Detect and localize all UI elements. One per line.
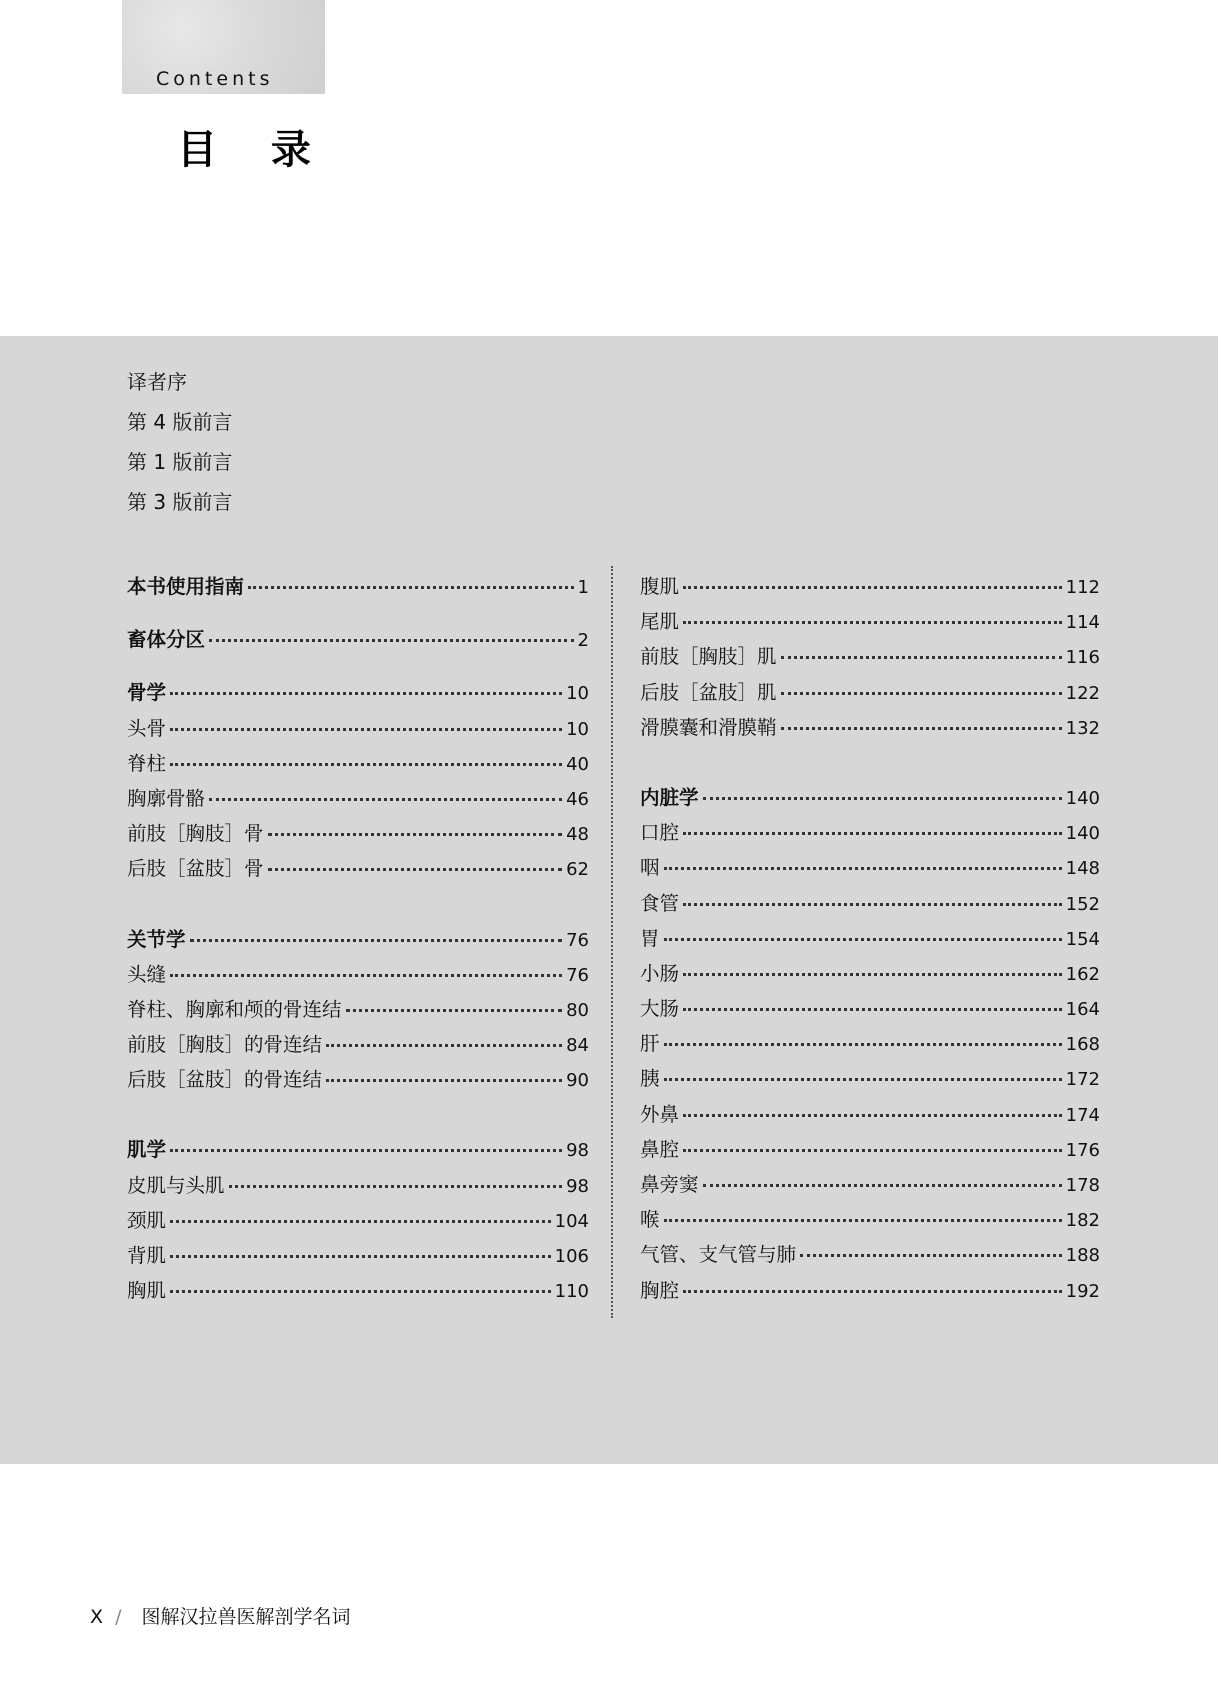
toc-page-number: 172: [1065, 1069, 1100, 1091]
dot-leader: [683, 955, 1062, 976]
toc-page-number: 192: [1065, 1280, 1100, 1302]
dot-leader: [683, 991, 1062, 1012]
toc-entry-title: 肌学: [127, 1138, 167, 1162]
dot-leader: [268, 851, 563, 872]
toc-page-number: 140: [1065, 787, 1100, 809]
dot-leader: [170, 1237, 551, 1258]
toc-page-number: 174: [1065, 1104, 1100, 1126]
toc-page-number: 62: [566, 859, 589, 881]
toc-entry-title: 头骨: [127, 716, 167, 740]
toc-section-heading[interactable]: [127, 624, 589, 659]
toc-page-number: 104: [554, 1210, 589, 1232]
toc-page-number: 148: [1065, 858, 1100, 880]
toc-entry-title: 胰: [640, 1067, 660, 1091]
toc-entry-title: 滑膜囊和滑膜鞘: [640, 715, 777, 739]
toc-entry-title: 关节学: [127, 927, 186, 951]
dot-leader: [209, 622, 574, 643]
page-title: 目 录: [177, 127, 331, 173]
toc-page-number: 116: [1065, 647, 1100, 669]
toc-page-number: 84: [566, 1035, 589, 1057]
toc-list-left: [127, 571, 589, 1310]
toc-entry[interactable]: [640, 1275, 1100, 1310]
dot-leader: [190, 921, 563, 942]
toc-entry[interactable]: [640, 1028, 1100, 1063]
contents-tab: [122, 0, 325, 94]
dot-leader: [170, 956, 562, 977]
preface-item[interactable]: 第 4 版前言: [127, 410, 233, 434]
toc-page-number: 98: [566, 1175, 589, 1197]
toc-entry-title: 皮肌与头肌: [127, 1173, 225, 1197]
dot-leader: [209, 780, 562, 801]
toc-entry-title: 脊柱、胸廓和颅的骨连结: [127, 997, 342, 1021]
toc-page-number: 122: [1065, 682, 1100, 704]
toc-left-column: [127, 571, 589, 1310]
toc-spacer: [127, 1099, 589, 1134]
toc-entry[interactable]: [127, 959, 589, 994]
footer-separator: /: [115, 1606, 122, 1628]
toc-entry[interactable]: [640, 1099, 1100, 1134]
toc-entry-title: 前肢［胸肢］的骨连结: [127, 1033, 323, 1057]
dot-leader: [248, 568, 574, 589]
toc-entry-title: 喉: [640, 1208, 660, 1232]
toc-entry[interactable]: [127, 1029, 589, 1064]
toc-entry-title: 鼻旁窦: [640, 1173, 699, 1196]
dot-leader: [683, 568, 1062, 589]
dot-leader: [326, 1062, 562, 1083]
toc-entry[interactable]: [640, 571, 1100, 606]
toc-entry-title: 后肢［盆肢］骨: [127, 857, 264, 881]
contents-label: Contents: [156, 68, 274, 90]
dot-leader: [703, 1166, 1062, 1187]
toc-entry-title: 肝: [640, 1032, 660, 1056]
dot-leader: [664, 920, 1062, 941]
dot-leader: [683, 815, 1062, 836]
toc-entry[interactable]: [127, 1240, 589, 1275]
preface-list: [127, 362, 232, 522]
toc-page-number: 90: [566, 1070, 589, 1092]
dot-leader: [664, 1026, 1062, 1047]
toc-entry-title: 后肢［盆肢］的骨连结: [127, 1068, 323, 1092]
dot-leader: [683, 885, 1062, 906]
toc-entry[interactable]: [640, 606, 1100, 641]
column-divider: [611, 566, 613, 1318]
toc-page-number: 112: [1065, 577, 1100, 598]
toc-entry[interactable]: [640, 923, 1100, 958]
toc-page-number: 178: [1065, 1175, 1100, 1196]
toc-page-number: 162: [1065, 963, 1100, 985]
toc-page-number: 48: [566, 824, 589, 846]
toc-page-number: 76: [566, 964, 589, 986]
toc-entry-title: 胃: [640, 926, 660, 950]
dot-leader: [683, 1131, 1062, 1152]
toc-entry[interactable]: [127, 1275, 589, 1310]
toc-spacer: [640, 747, 1100, 782]
toc-entry-title: 胸腔: [640, 1278, 680, 1302]
dot-leader: [229, 1167, 563, 1188]
dot-leader: [326, 1027, 562, 1048]
toc-entry-title: 气管、支气管与肺: [640, 1243, 797, 1267]
toc-page-number: 114: [1065, 612, 1100, 634]
dot-leader: [170, 745, 562, 766]
toc-entry-title: 头缝: [127, 962, 167, 986]
toc-page-number: 140: [1065, 823, 1100, 845]
dot-leader: [703, 779, 1062, 800]
toc-entry[interactable]: [127, 748, 589, 783]
toc-section-heading[interactable]: [127, 1134, 589, 1169]
toc-entry-title: 后肢［盆肢］肌: [640, 680, 777, 704]
dot-leader: [268, 816, 563, 837]
toc-page-number: 10: [566, 683, 589, 705]
dot-leader: [664, 850, 1062, 871]
book-title: 图解汉拉兽医解剖学名词: [141, 1606, 351, 1628]
toc-entry-title: 胸肌: [127, 1279, 167, 1303]
dot-leader: [170, 710, 562, 731]
dot-leader: [170, 1273, 551, 1294]
toc-entry-title: 内脏学: [640, 785, 699, 809]
toc-page-number: 168: [1065, 1034, 1100, 1056]
dot-leader: [683, 604, 1062, 625]
toc-page-number: 98: [566, 1140, 589, 1162]
preface-item[interactable]: 第 3 版前言: [127, 490, 233, 514]
toc-page-number: 40: [566, 753, 589, 775]
dot-leader: [664, 1202, 1062, 1223]
toc-entry-title: 鼻腔: [640, 1137, 680, 1161]
dot-leader: [683, 1096, 1062, 1117]
toc-list-right: [640, 571, 1100, 1310]
dot-leader: [664, 1061, 1062, 1082]
toc-page-number: 164: [1065, 999, 1100, 1021]
dot-leader: [800, 1237, 1062, 1258]
toc-entry[interactable]: [640, 888, 1100, 923]
preface-item[interactable]: 译者序: [127, 370, 187, 394]
toc-page-number: 1: [577, 577, 589, 598]
toc-entry[interactable]: [640, 958, 1100, 993]
toc-page-number: 152: [1065, 893, 1100, 915]
toc-entry[interactable]: [640, 817, 1100, 852]
toc-entry-title: 小肠: [640, 961, 680, 985]
toc-entry[interactable]: [127, 1064, 589, 1099]
toc-page-number: 80: [566, 999, 589, 1021]
toc-entry-title: 脊柱: [127, 751, 167, 775]
toc-section-heading[interactable]: [640, 782, 1100, 817]
dot-leader: [781, 639, 1062, 660]
toc-entry-title: 口腔: [640, 821, 680, 845]
toc-entry-title: 大肠: [640, 997, 680, 1021]
toc-entry[interactable]: [640, 641, 1100, 676]
toc-entry[interactable]: [127, 713, 589, 748]
toc-entry[interactable]: [640, 1169, 1100, 1204]
toc-right-column: [640, 571, 1100, 1310]
toc-entry[interactable]: [640, 677, 1100, 712]
toc-spacer: [127, 889, 589, 924]
page-number: X: [90, 1606, 104, 1628]
dot-leader: [346, 991, 563, 1012]
toc-entry[interactable]: [640, 1134, 1100, 1169]
toc-entry-title: 食管: [640, 891, 680, 915]
toc-entry-title: 腹肌: [640, 575, 680, 598]
toc-entry[interactable]: [640, 852, 1100, 887]
toc-page-number: 132: [1065, 717, 1100, 739]
toc-entry[interactable]: [640, 1204, 1100, 1239]
toc-entry-title: 畜体分区: [127, 628, 206, 652]
page-footer: [90, 1602, 351, 1629]
toc-entry-title: 外鼻: [640, 1102, 680, 1126]
toc-entry[interactable]: [640, 1063, 1100, 1098]
toc-entry[interactable]: [640, 993, 1100, 1028]
toc-entry[interactable]: [127, 853, 589, 888]
toc-entry[interactable]: [127, 818, 589, 853]
toc-entry-title: 胸廓骨骼: [127, 786, 206, 810]
toc-entry[interactable]: [127, 783, 589, 818]
toc-entry-title: 背肌: [127, 1244, 167, 1267]
toc-entry-title: 尾肌: [640, 610, 680, 634]
toc-page-number: 154: [1065, 928, 1100, 950]
toc-entry-title: 颈肌: [127, 1208, 167, 1232]
toc-entry[interactable]: [640, 712, 1100, 747]
toc-page-number: 110: [554, 1281, 589, 1303]
toc-page-number: 106: [554, 1246, 589, 1267]
dot-leader: [170, 1202, 551, 1223]
preface-item[interactable]: 第 1 版前言: [127, 450, 233, 474]
toc-section-heading[interactable]: [127, 677, 589, 712]
toc-page-number: 76: [566, 929, 589, 951]
toc-page-number: 188: [1065, 1245, 1100, 1267]
toc-entry-title: 前肢［胸肢］骨: [127, 822, 264, 846]
toc-entry-title: 咽: [640, 856, 660, 880]
toc-entry[interactable]: [127, 1205, 589, 1240]
dot-leader: [170, 1132, 562, 1153]
toc-section-heading[interactable]: [127, 924, 589, 959]
toc-entry-title: 前肢［胸肢］肌: [640, 645, 777, 669]
toc-section-heading[interactable]: [127, 571, 589, 606]
toc-entry[interactable]: [127, 1170, 589, 1205]
toc-page-number: 46: [566, 788, 589, 810]
dot-leader: [683, 1272, 1062, 1293]
toc-entry[interactable]: [127, 994, 589, 1029]
dot-leader: [170, 675, 562, 696]
toc-entry-title: 本书使用指南: [127, 575, 245, 598]
toc-entry-title: 骨学: [127, 681, 167, 705]
toc-entry[interactable]: [640, 1239, 1100, 1274]
toc-page-number: 2: [577, 630, 589, 652]
dot-leader: [781, 674, 1062, 695]
dot-leader: [781, 709, 1062, 730]
toc-page-number: 176: [1065, 1139, 1100, 1161]
toc-page-number: 10: [566, 718, 589, 740]
toc-page-number: 182: [1065, 1210, 1100, 1232]
